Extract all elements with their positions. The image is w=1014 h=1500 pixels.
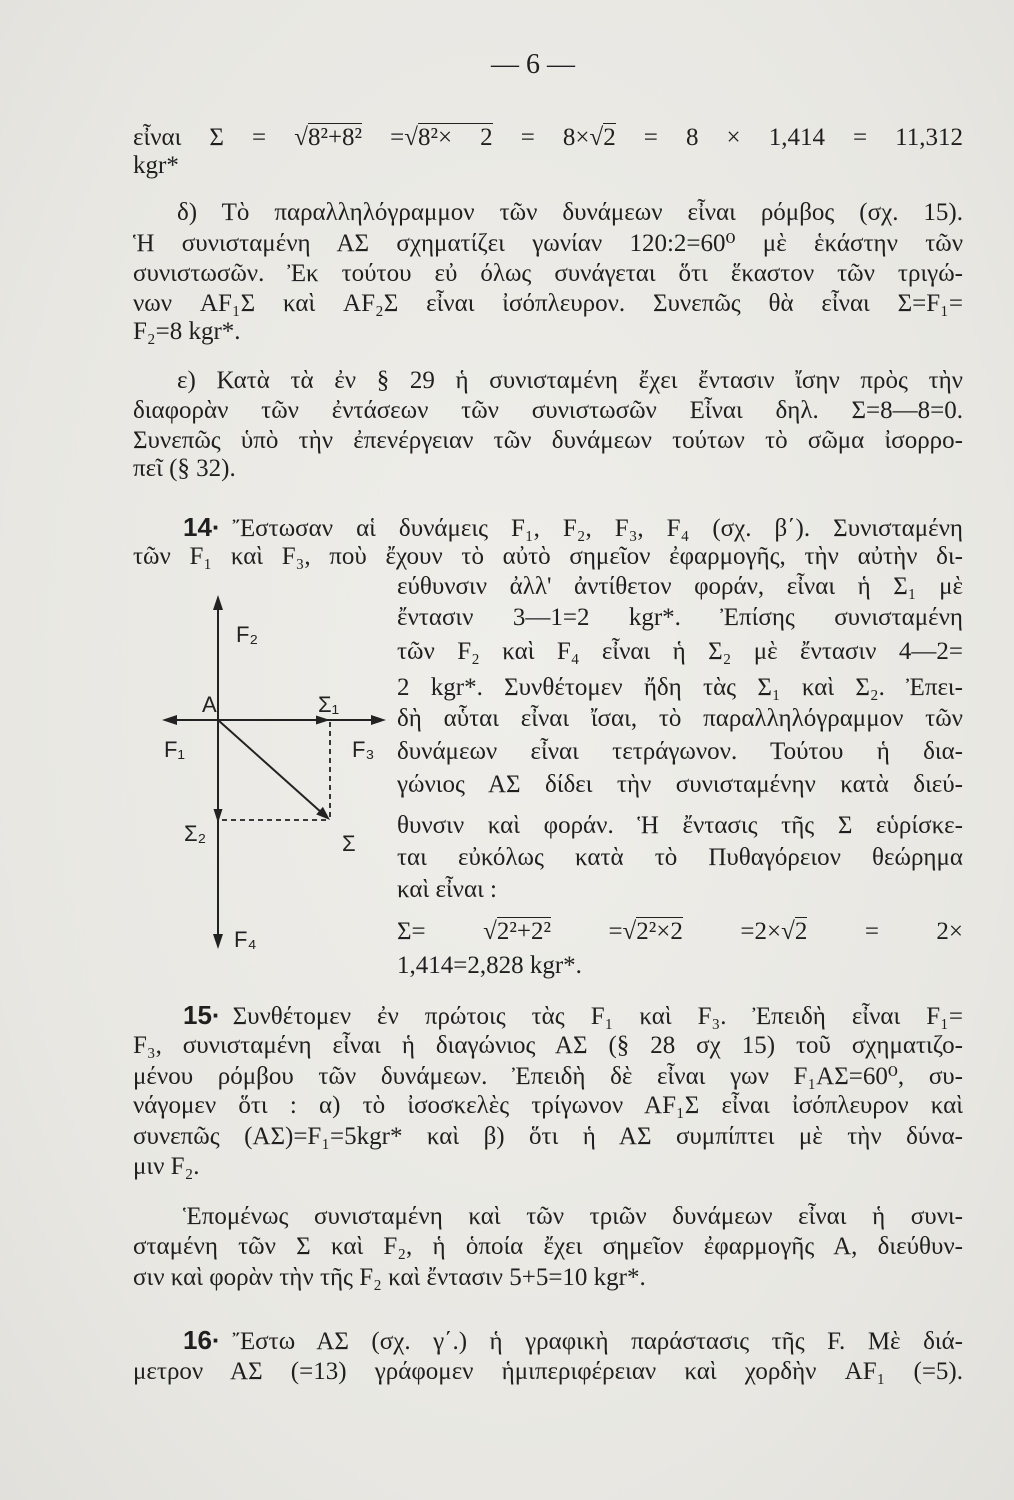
section-15-line: νάγομεν ὅτι : α) τὸ ἰσοσκελὲς τρίγωνον ΑF₁Σ εἶναι ἰσόπλευρον καὶ bbox=[133, 1092, 963, 1119]
section-14-line: τῶν F₁ καὶ F₃, ποὺ ἔχουν τὸ αὐτὸ σημεῖον ἐφαρμογῆς, τὴν αὐτὴν δι- bbox=[133, 543, 963, 570]
section-number: 14· bbox=[183, 512, 221, 542]
equation-radicand: 8²× 2 bbox=[417, 124, 493, 151]
section-15-line: F₃, συνισταμένη εἶναι ἡ διαγώνιος ΑΣ (§ 28 σχ 15) τοῦ σχηματιζο- bbox=[133, 1032, 963, 1059]
paragraph-e-line: διαφορὰν τῶν ἐντάσεων τῶν συνιστωσῶν Εἶναι δηλ. Σ=8—8=0. bbox=[133, 397, 963, 424]
equation-lead: εἶναι Σ = √ bbox=[133, 124, 308, 151]
paragraph-e-line: πεῖ (§ 32). bbox=[133, 455, 236, 482]
section-16-line: μετρον ΑΣ (=13) γράφομεν ἡμιπεριφέρειαν καὶ χορδὴν AF₁ (=5). bbox=[133, 1358, 963, 1385]
equation-part: = 2× bbox=[807, 918, 964, 945]
section-number: 16· bbox=[183, 1325, 221, 1355]
f3-label: F₃ bbox=[352, 737, 375, 762]
section-14-equation bbox=[397, 916, 963, 948]
result-paragraph-line: σταμένη τῶν Σ καὶ F₂, ἡ ὁποία ἔχει σημεῖον ἐφαρμογῆς Α, διεύθυν- bbox=[133, 1233, 963, 1260]
section-14-line: δυνάμεων εἶναι τετράγωνον. Τούτου ἡ δια- bbox=[397, 738, 963, 765]
section-15-line: συνεπῶς (ΑΣ)=F₁=5kgr* καὶ β) ὅτι ἡ ΑΣ συμπίπτει μὲ τὴν δύνα- bbox=[133, 1123, 963, 1150]
resultant-line bbox=[218, 720, 322, 813]
section-14-line: δὴ αὗται εἶναι ἴσαι, τὸ παραλληλόγραμμον τῶν bbox=[397, 705, 963, 732]
result-paragraph-line: σιν καὶ φορὰν τὴν τῆς F₂ καὶ ἔντασιν 5+5=10 kgr*. bbox=[133, 1264, 646, 1291]
f1-arrowhead bbox=[162, 715, 177, 725]
section-16-line bbox=[183, 1324, 963, 1356]
section-14-line: ται εὐκόλως κατὰ τὸ Πυθαγόρειον θεώρημα bbox=[397, 844, 963, 871]
paragraph-d-line: δ) Τὸ παραλληλόγραμμον τῶν δυνάμεων εἶναι ρόμβος (σχ. 15). bbox=[177, 199, 963, 226]
section-14-line: τῶν F₂ καὶ F₄ εἶναι ἡ Σ₂ μὲ ἔντασιν 4—2= bbox=[397, 638, 963, 665]
section-15-text: Συνθέτομεν ἐν πρώτοις τὰς F₁ καὶ F₃. Ἐπειδὴ εἶναι F₁= bbox=[232, 1003, 963, 1030]
equation-radicand: 2²×2 bbox=[636, 918, 683, 945]
sigma2-arrowhead bbox=[214, 809, 223, 823]
equation-part: = 8 × 1,414 = 11,312 bbox=[615, 124, 964, 151]
section-14-result: 1,414=2,828 kgr*. bbox=[397, 952, 582, 979]
f4-label: F₄ bbox=[234, 927, 257, 952]
section-14-line bbox=[183, 511, 963, 543]
equation-radicand: 2 bbox=[603, 124, 616, 151]
section-14-text: Ἔστωσαν αἱ δυνάμεις F₁, F₂, F₃, F₄ (σχ. β΄). Συνισταμένη bbox=[232, 515, 963, 542]
result-paragraph-line: Ἑπομένως συνισταμένη καὶ τῶν τριῶν δυνάμεων εἶναι ἡ συνι- bbox=[183, 1203, 963, 1230]
equation-part: =√ bbox=[550, 918, 637, 945]
equation-part: =√ bbox=[362, 124, 418, 151]
page-number: — 6 — bbox=[491, 49, 575, 80]
equation-part: =2×√ bbox=[682, 918, 795, 945]
equation-radicand: 2²+2² bbox=[496, 918, 551, 945]
section-14-line: ἔντασιν 3—1=2 kgr*. Ἐπίσης συνισταμένη bbox=[397, 604, 963, 631]
section-14-line: γώνιος ΑΣ δίδει τὴν συνισταμένην κατὰ διεύ- bbox=[397, 771, 963, 798]
f2-label: F₂ bbox=[236, 622, 258, 647]
section-14-line: εύθυνσιν ἀλλ' ἀντίθετον φοράν, εἶναι ἡ Σ₁ μὲ bbox=[397, 573, 963, 600]
section-15-line: μένου ρόμβου τῶν δυνάμεων. Ἐπειδὴ δὲ εἶναι γων F₁ΑΣ=60⁰, συ- bbox=[133, 1063, 963, 1090]
paragraph-e-line: Συνεπῶς ὑπὸ τὴν ἐπενέργειαν τῶν δυνάμεων τούτων τὸ σῶμα ἰσορρο- bbox=[133, 427, 963, 454]
sigma2-label: Σ₂ bbox=[184, 821, 207, 846]
section-14-line: θυνσιν καὶ φοράν. Ἡ ἔντασις τῆς Σ εὑρίσκε- bbox=[397, 812, 963, 839]
section-14-line: 2 kgr*. Συνθέτομεν ἤδη τὰς Σ₁ καὶ Σ₂. Ἐπει- bbox=[397, 674, 963, 701]
equation-part: = 8×√ bbox=[492, 124, 604, 151]
f2-arrowhead bbox=[213, 595, 223, 610]
section-14-line: καὶ εἶναι : bbox=[397, 876, 497, 903]
force-diagram bbox=[150, 585, 390, 955]
equation-radicand: 2 bbox=[794, 918, 808, 945]
sigma1-label: Σ₁ bbox=[318, 692, 340, 717]
point-a-label: A bbox=[202, 692, 217, 717]
f3-arrowhead bbox=[371, 715, 386, 725]
paragraph-d-line: Ἡ συνισταμένη ΑΣ σχηματίζει γωνίαν 120:2=60⁰ μὲ ἑκάστην τῶν bbox=[133, 230, 963, 257]
paragraph-d-line: νων AF₁Σ καὶ AF₂Σ εἶναι ἰσόπλευρον. Συνεπῶς θὰ εἶναι Σ=F₁= bbox=[133, 290, 963, 317]
paragraph-e-line: ε) Κατὰ τὰ ἐν § 29 ἡ συνισταμένη ἔχει ἔντασιν ἴσην πρὸς τὴν bbox=[177, 367, 963, 394]
paragraph-d-line: F₂=8 kgr*. bbox=[133, 318, 241, 345]
paragraph-d-line: συνιστωσῶν. Ἐκ τούτου εὐ όλως συνάγεται ὅτι ἕκαστον τῶν τριγώ- bbox=[133, 260, 963, 287]
equation-unit: kgr* bbox=[133, 152, 179, 179]
section-15-line: μιν F₂. bbox=[133, 1153, 200, 1180]
sigma-label: Σ bbox=[342, 831, 356, 856]
section-15-line bbox=[183, 999, 963, 1031]
equation-lead: Σ= √ bbox=[397, 918, 497, 945]
section-number: 15· bbox=[183, 1000, 221, 1030]
section-16-text: Ἔστω ΑΣ (σχ. γ΄.) ἡ γραφικὴ παράστασις τῆς F. Μὲ διά- bbox=[232, 1328, 963, 1355]
f1-label: F₁ bbox=[164, 737, 185, 762]
f4-arrowhead bbox=[213, 934, 223, 949]
equation-radicand: 8²+8² bbox=[307, 124, 363, 151]
